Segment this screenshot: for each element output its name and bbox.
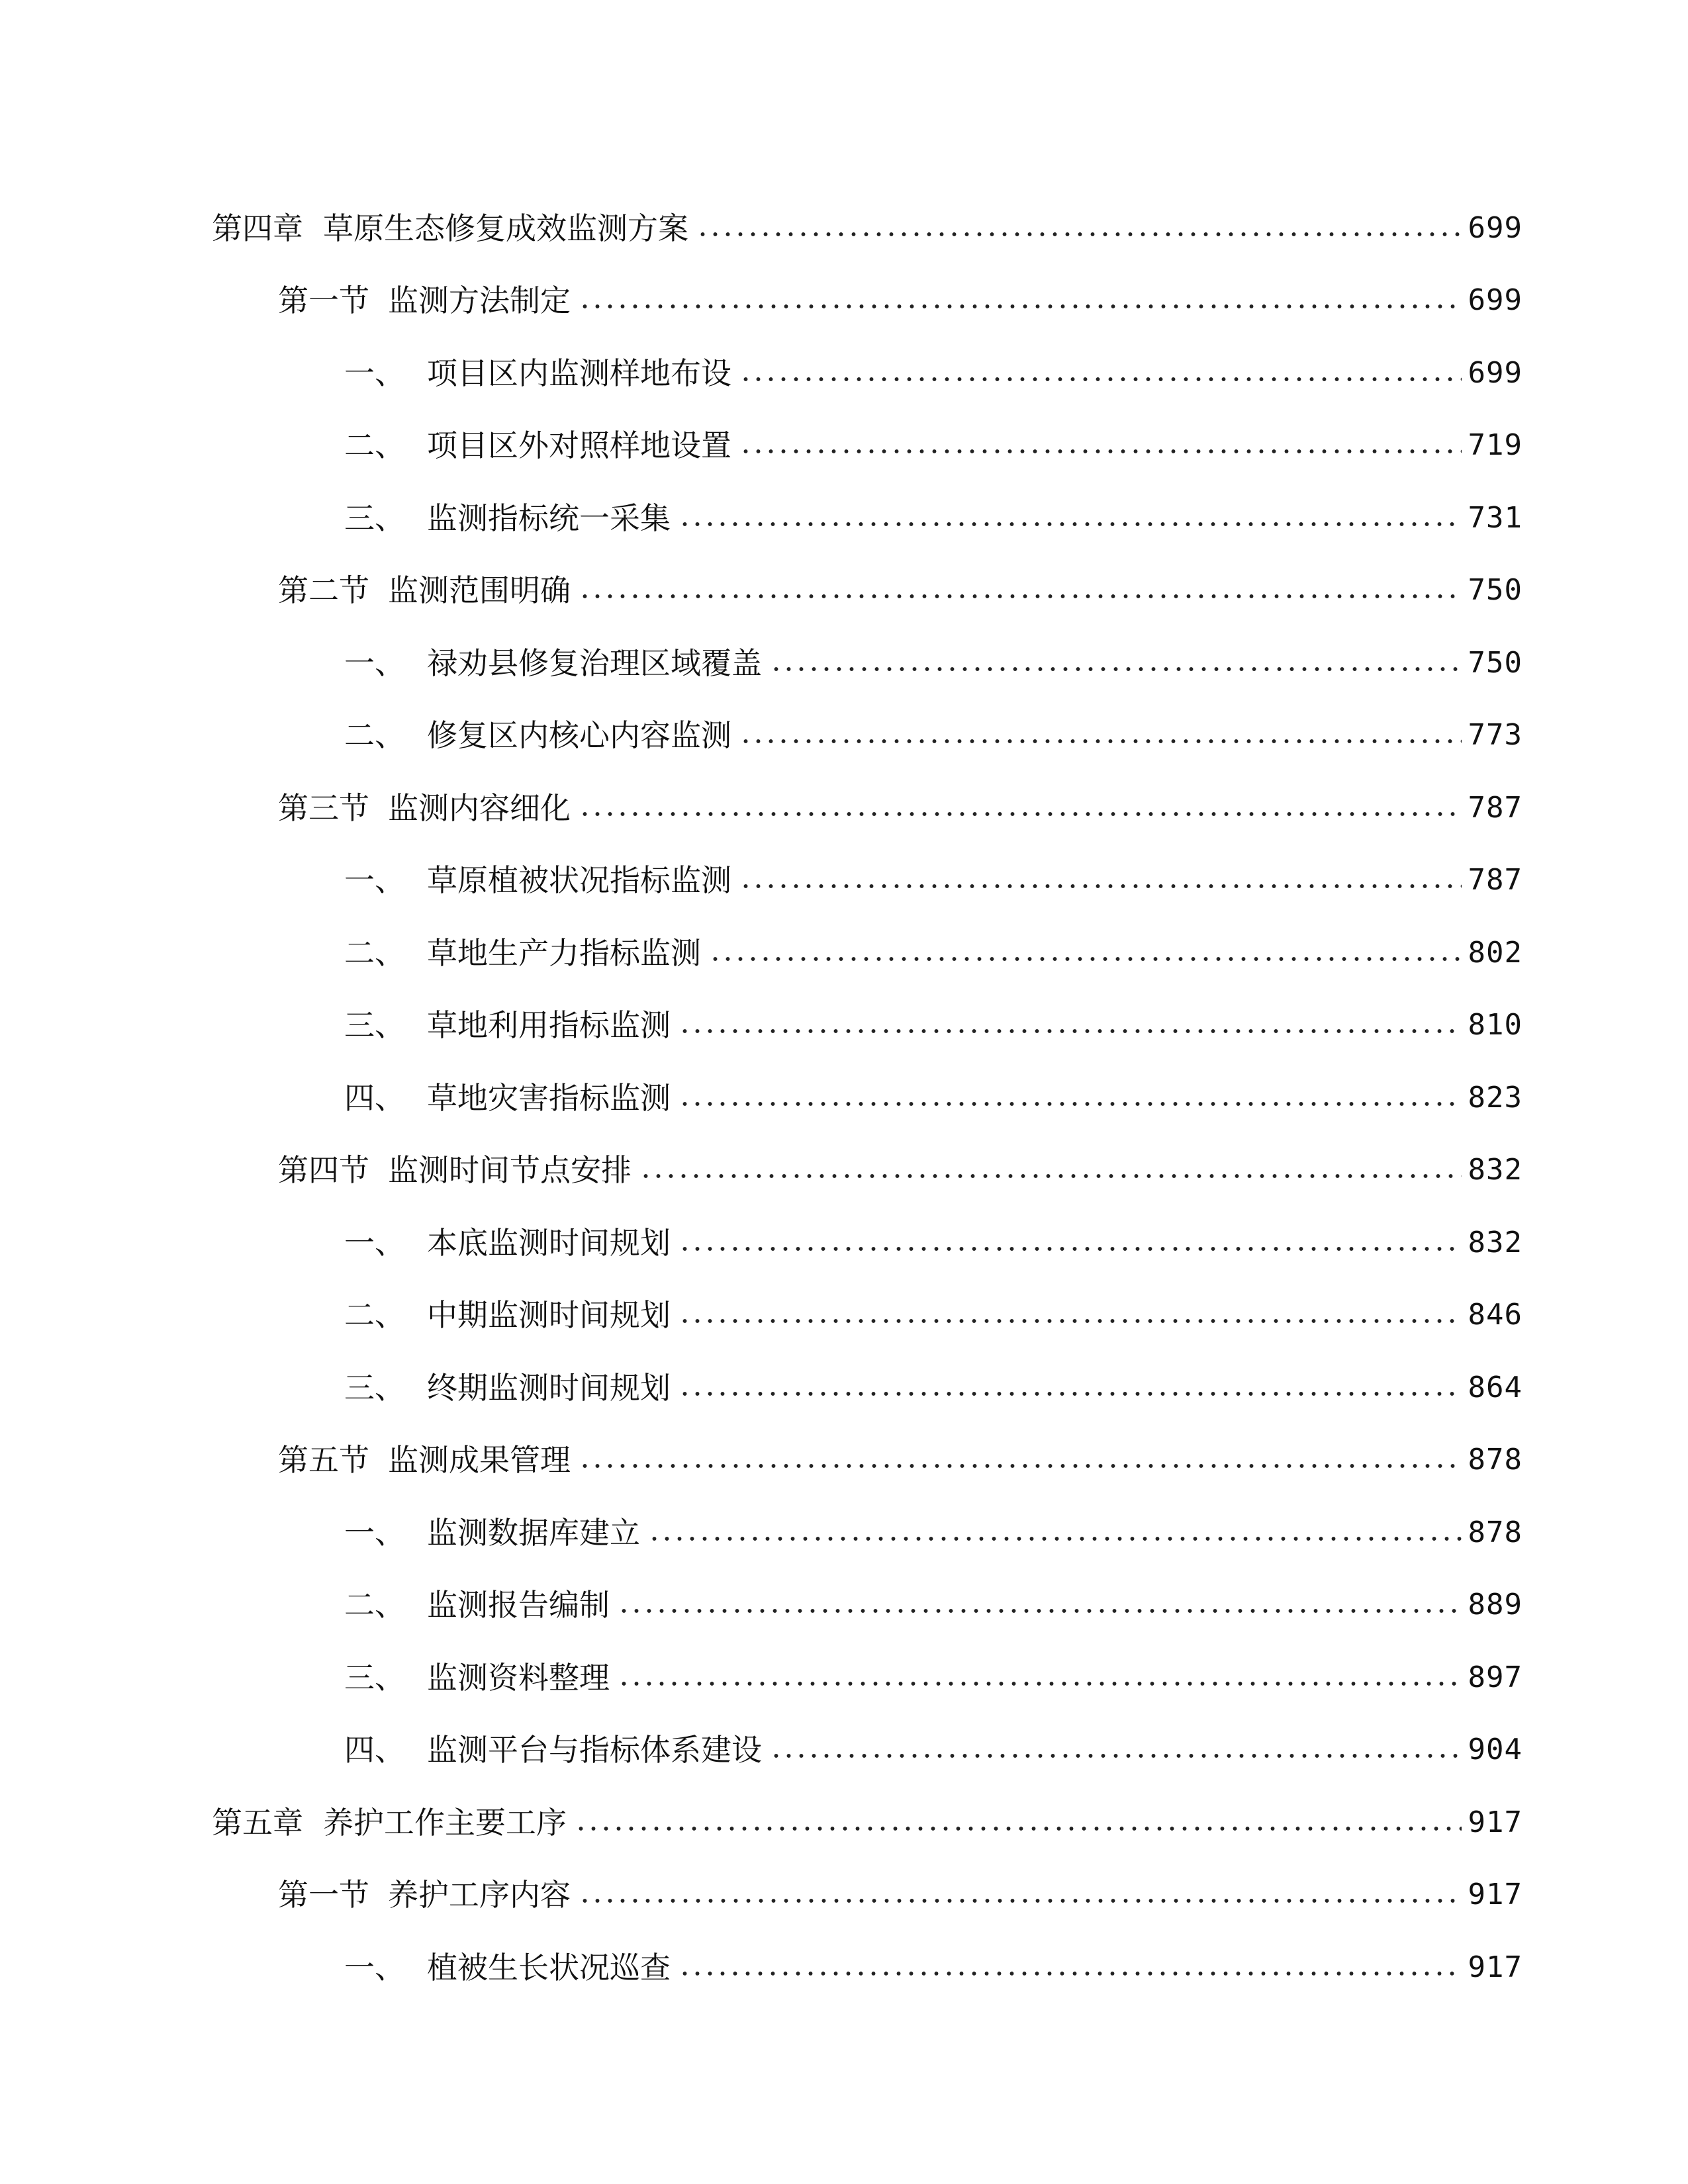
toc-item-entry[interactable] bbox=[212, 989, 1523, 1062]
dot-leader bbox=[579, 810, 1462, 818]
dot-leader bbox=[579, 1897, 1462, 1905]
toc-entry-title: 草地利用指标监测 bbox=[427, 1007, 671, 1044]
toc-item-entry[interactable] bbox=[212, 337, 1523, 410]
toc-item-entry[interactable] bbox=[212, 1641, 1523, 1714]
toc-page-number: 878 bbox=[1468, 1515, 1523, 1549]
toc-entry-title: 监测范围明确 bbox=[388, 572, 571, 609]
toc-page-number: 917 bbox=[1468, 1878, 1523, 1912]
toc-entry-number: 二、 bbox=[344, 717, 405, 754]
toc-page-number: 699 bbox=[1468, 210, 1523, 245]
dot-leader bbox=[618, 1680, 1462, 1688]
dot-leader bbox=[575, 1825, 1462, 1833]
toc-entry-number: 第四节 bbox=[278, 1152, 369, 1189]
toc-entry-number: 三、 bbox=[344, 1007, 405, 1044]
toc-page-number: 832 bbox=[1468, 1153, 1523, 1187]
dot-leader bbox=[648, 1535, 1462, 1543]
toc-entry-title: 终期监测时间规划 bbox=[427, 1369, 671, 1406]
toc-page-number: 917 bbox=[1468, 1805, 1523, 1839]
toc-item-entry[interactable] bbox=[212, 1062, 1523, 1134]
dot-leader bbox=[679, 1100, 1462, 1108]
toc-item-entry[interactable] bbox=[212, 482, 1523, 555]
toc-entry-number: 一、 bbox=[344, 1514, 405, 1551]
toc-entry-number: 二、 bbox=[344, 934, 405, 971]
toc-item-entry[interactable] bbox=[212, 1351, 1523, 1424]
toc-entry-title: 监测数据库建立 bbox=[427, 1514, 640, 1551]
toc-entry-title: 养护工作主要工序 bbox=[323, 1804, 567, 1841]
toc-entry-number: 三、 bbox=[344, 1369, 405, 1406]
dot-leader bbox=[696, 230, 1462, 238]
toc-page-number: 773 bbox=[1468, 718, 1523, 752]
toc-entry-title: 监测平台与指标体系建设 bbox=[427, 1732, 762, 1768]
dot-leader bbox=[679, 1245, 1462, 1253]
toc-entry-number: 三、 bbox=[344, 1659, 405, 1696]
toc-item-entry[interactable] bbox=[212, 1206, 1523, 1279]
toc-section-entry[interactable] bbox=[212, 265, 1523, 338]
toc-section-entry[interactable] bbox=[212, 1859, 1523, 1932]
dot-leader bbox=[770, 665, 1462, 673]
toc-entry-number: 一、 bbox=[344, 862, 405, 899]
toc-entry-number: 第二节 bbox=[278, 572, 369, 609]
toc-page-number: 846 bbox=[1468, 1298, 1523, 1332]
toc-entry-number: 二、 bbox=[344, 1297, 405, 1334]
dot-leader bbox=[579, 592, 1462, 600]
toc-entry-number: 二、 bbox=[344, 1587, 405, 1623]
toc-item-entry[interactable] bbox=[212, 700, 1523, 772]
dot-leader bbox=[739, 375, 1462, 383]
toc-entry-number: 一、 bbox=[344, 1224, 405, 1261]
toc-entry-number: 第五节 bbox=[278, 1442, 369, 1479]
toc-entry-number: 一、 bbox=[344, 355, 405, 391]
toc-item-entry[interactable] bbox=[212, 1279, 1523, 1352]
toc-page-number: 750 bbox=[1468, 645, 1523, 680]
dot-leader bbox=[739, 882, 1462, 890]
dot-leader bbox=[679, 520, 1462, 528]
toc-entry-title: 项目区外对照样地设置 bbox=[427, 428, 731, 464]
toc-page-number: 731 bbox=[1468, 500, 1523, 535]
toc-entry-title: 监测时间节点安排 bbox=[388, 1152, 632, 1189]
toc-entry-number: 第三节 bbox=[278, 790, 369, 826]
dot-leader bbox=[679, 1317, 1462, 1325]
toc-page-number: 787 bbox=[1468, 790, 1523, 825]
toc-chapter-entry[interactable] bbox=[212, 1786, 1523, 1859]
table-of-contents bbox=[212, 192, 1523, 2004]
toc-item-entry[interactable] bbox=[212, 410, 1523, 482]
toc-entry-number: 一、 bbox=[344, 645, 405, 681]
toc-entry-title: 监测内容细化 bbox=[388, 790, 571, 826]
toc-entry-number: 三、 bbox=[344, 500, 405, 536]
toc-entry-number: 四、 bbox=[344, 1732, 405, 1768]
dot-leader bbox=[679, 1027, 1462, 1035]
toc-section-entry[interactable] bbox=[212, 1424, 1523, 1497]
toc-item-entry[interactable] bbox=[212, 1931, 1523, 2004]
toc-entry-title: 植被生长状况巡查 bbox=[427, 1949, 671, 1985]
dot-leader bbox=[770, 1752, 1462, 1760]
toc-entry-title: 监测方法制定 bbox=[388, 283, 571, 319]
toc-entry-title: 修复区内核心内容监测 bbox=[427, 717, 731, 754]
toc-chapter-entry[interactable] bbox=[212, 192, 1523, 265]
toc-entry-title: 草地灾害指标监测 bbox=[427, 1079, 671, 1116]
toc-entry-title: 养护工序内容 bbox=[388, 1877, 571, 1913]
toc-entry-title: 监测成果管理 bbox=[388, 1442, 571, 1479]
dot-leader bbox=[618, 1607, 1462, 1615]
toc-page-number: 699 bbox=[1468, 355, 1523, 390]
toc-entry-title: 监测资料整理 bbox=[427, 1659, 610, 1696]
dot-leader bbox=[739, 447, 1462, 455]
toc-page-number: 719 bbox=[1468, 428, 1523, 463]
dot-leader bbox=[679, 1390, 1462, 1398]
toc-entry-number: 第五章 bbox=[212, 1804, 303, 1841]
toc-entry-number: 第四章 bbox=[212, 210, 303, 246]
toc-entry-number: 第一节 bbox=[278, 283, 369, 319]
toc-page-number: 864 bbox=[1468, 1370, 1523, 1404]
toc-item-entry[interactable] bbox=[212, 1569, 1523, 1642]
toc-item-entry[interactable] bbox=[212, 1714, 1523, 1787]
toc-page-number: 810 bbox=[1468, 1008, 1523, 1042]
toc-section-entry[interactable] bbox=[212, 1134, 1523, 1207]
toc-section-entry[interactable] bbox=[212, 555, 1523, 627]
toc-page-number: 904 bbox=[1468, 1733, 1523, 1767]
toc-page-number: 699 bbox=[1468, 283, 1523, 318]
toc-page-number: 823 bbox=[1468, 1080, 1523, 1115]
dot-leader bbox=[579, 302, 1462, 310]
toc-entry-title: 项目区内监测样地布设 bbox=[427, 355, 731, 391]
dot-leader bbox=[679, 1970, 1462, 1978]
toc-page-number: 878 bbox=[1468, 1443, 1523, 1477]
toc-entry-title: 草原生态修复成效监测方案 bbox=[323, 210, 688, 246]
toc-page-number: 897 bbox=[1468, 1660, 1523, 1694]
toc-entry-title: 本底监测时间规划 bbox=[427, 1224, 671, 1261]
toc-page-number: 787 bbox=[1468, 863, 1523, 897]
toc-entry-title: 监测报告编制 bbox=[427, 1587, 610, 1623]
toc-entry-title: 中期监测时间规划 bbox=[427, 1297, 671, 1334]
dot-leader bbox=[639, 1172, 1462, 1180]
toc-entry-number: 第一节 bbox=[278, 1877, 369, 1913]
dot-leader bbox=[579, 1462, 1462, 1470]
toc-page-number: 889 bbox=[1468, 1588, 1523, 1622]
toc-entry-title: 监测指标统一采集 bbox=[427, 500, 671, 536]
toc-item-entry[interactable] bbox=[212, 917, 1523, 989]
toc-item-entry[interactable] bbox=[212, 1496, 1523, 1569]
toc-item-entry[interactable] bbox=[212, 627, 1523, 700]
toc-page-number: 802 bbox=[1468, 935, 1523, 970]
toc-entry-title: 草原植被状况指标监测 bbox=[427, 862, 731, 899]
dot-leader bbox=[739, 737, 1462, 745]
toc-section-entry[interactable] bbox=[212, 772, 1523, 844]
dot-leader bbox=[709, 955, 1462, 963]
toc-entry-number: 四、 bbox=[344, 1079, 405, 1116]
toc-entry-title: 草地生产力指标监测 bbox=[427, 934, 701, 971]
toc-entry-title: 禄劝县修复治理区域覆盖 bbox=[427, 645, 762, 681]
toc-entry-number: 一、 bbox=[344, 1949, 405, 1985]
toc-page-number: 832 bbox=[1468, 1225, 1523, 1259]
toc-entry-number: 二、 bbox=[344, 428, 405, 464]
toc-page-number: 917 bbox=[1468, 1950, 1523, 1984]
toc-page-number: 750 bbox=[1468, 573, 1523, 608]
toc-item-entry[interactable] bbox=[212, 844, 1523, 917]
